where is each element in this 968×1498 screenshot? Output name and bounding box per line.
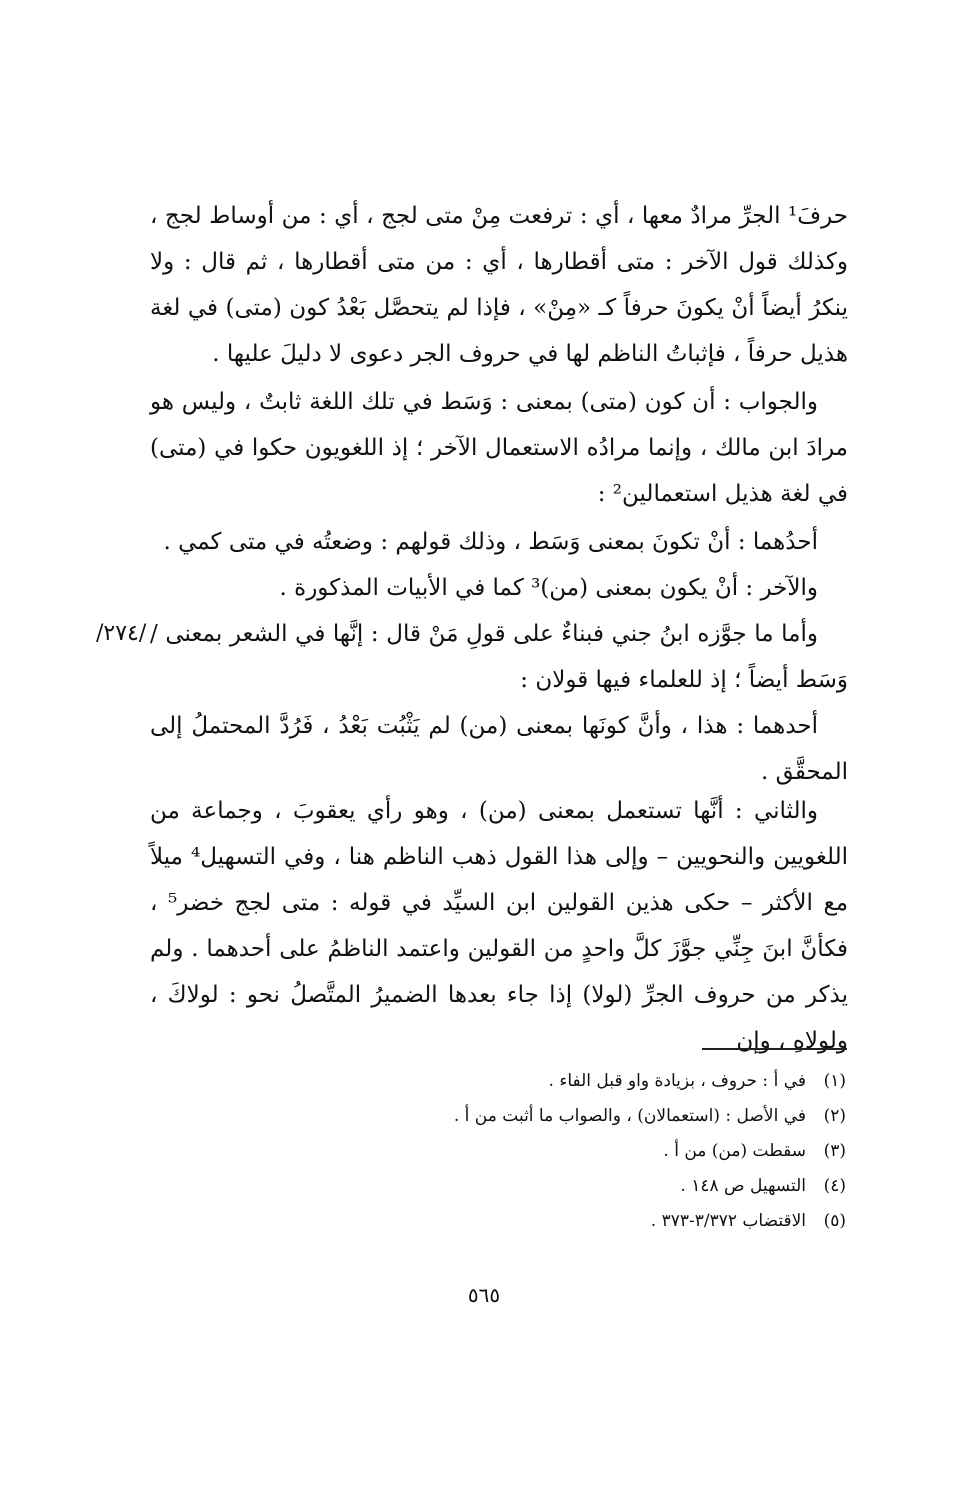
footnote-text: في الأصل : (استعمالان) ، والصواب ما أثبت من أ . — [453, 1106, 806, 1126]
main-text-block — [150, 611, 848, 703]
paragraph-second-opinion: والثاني : أنَّها تستعمل بمعنى (من) ، وهو رأي يعقوبَ ، وجماعة من اللغويين والنحويين – وإلى هذا القول ذهب الناظم هنا ، وفي التسهيل⁴ ميلاً مع الأكثر – حكى هذين القولين ابن السيِّد في قوله : متى لجج خضر⁵ ، فكأنَّ ابنَ جِنِّي جوَّزَ كلَّ واحدٍ من القولين واعتمد الناظمُ على أحدهما . ولم يذكر من حروف الجرِّ (لولا) إذا جاء بعدها الضميرُ المتَّصلُ نحو : لولاكَ ، ولولاهِ ، وإن — [150, 798, 849, 1054]
main-text-block — [150, 565, 848, 611]
footnote — [300, 1204, 846, 1239]
main-text-block — [150, 788, 848, 1064]
paragraph-first-usage: أحدُهما : أنْ تكونَ بمعنى وَسَط ، وذلك قولهم : وضعتُه في متى كمي . — [163, 529, 818, 555]
main-text-block — [150, 703, 848, 795]
footnote-number: (٣) — [823, 1141, 846, 1161]
footnotes — [300, 1064, 846, 1239]
footnote — [300, 1169, 846, 1204]
footnote-divider — [702, 1048, 847, 1050]
main-text-block — [150, 379, 848, 517]
footnote-number: (٤) — [823, 1176, 846, 1196]
footnote-text: الاقتضاب ٣/٣٧٢-٣٧٣ . — [650, 1211, 806, 1231]
footnote — [300, 1134, 846, 1169]
footnote-number: (٥) — [823, 1211, 846, 1231]
paragraph-first-opinion: أحدهما : هذا ، وأنَّ كونَها بمعنى (من) لم يَثْبُت بَعْدُ ، فَرُدَّ المحتملُ إلى المحقَّق . — [150, 713, 848, 785]
manuscript-folio-marker: /٢٧٤/ — [96, 621, 147, 646]
footnote-number: (٢) — [823, 1106, 846, 1126]
footnote-text: في أ : حروف ، بزيادة واو قبل الفاء . — [548, 1071, 806, 1091]
paragraph-answer: والجواب : أن كون (متى) بمعنى : وَسَط في تلك اللغة ثابتٌ ، وليس هو مرادَ ابن مالك ، وإنما مرادُه الاستعمال الآخر ؛ إذ اللغويون حكوا في (متى) في لغة هذيل استعمالين² : — [150, 389, 848, 507]
footnote — [300, 1064, 846, 1099]
paragraph-ibn-jinni: وأما ما جوَّزه ابنُ جني فبناءٌ على قولِ مَنْ قال : إنَّها في الشعر بمعنى / وَسَط أيضاً ؛ إذ للعلماء فيها قولان : — [150, 621, 848, 693]
footnote-number: (١) — [823, 1071, 846, 1091]
footnote-text: التسهيل ص ١٤٨ . — [680, 1176, 806, 1196]
paragraph-continuation: حرفَ¹ الجرِّ مرادٌ معها ، أي : ترفعت مِنْ متى لجج ، أي : من أوساط لجج ، وكذلك قول الآخر : متى أقطارها ، أي : من متى أقطارها ، ثم قال : ولا ينكرُ أيضاً أنْ يكونَ حرفاً كـ «مِنْ» ، فإذا لم يتحصَّل بَعْدُ كون (متى) في لغة هذيل حرفاً ، فإثباتُ الناظم لها في حروف الجر دعوى لا دليلَ عليها . — [150, 203, 848, 367]
footnote — [300, 1099, 846, 1134]
main-text-block — [150, 519, 848, 565]
main-text-block — [150, 193, 848, 377]
footnote-text: سقطت (من) من أ . — [663, 1141, 806, 1161]
page-number: ٥٦٥ — [467, 1283, 501, 1307]
paragraph-second-usage: والآخر : أنْ يكون بمعنى (من)³ كما في الأبيات المذكورة . — [279, 575, 818, 601]
